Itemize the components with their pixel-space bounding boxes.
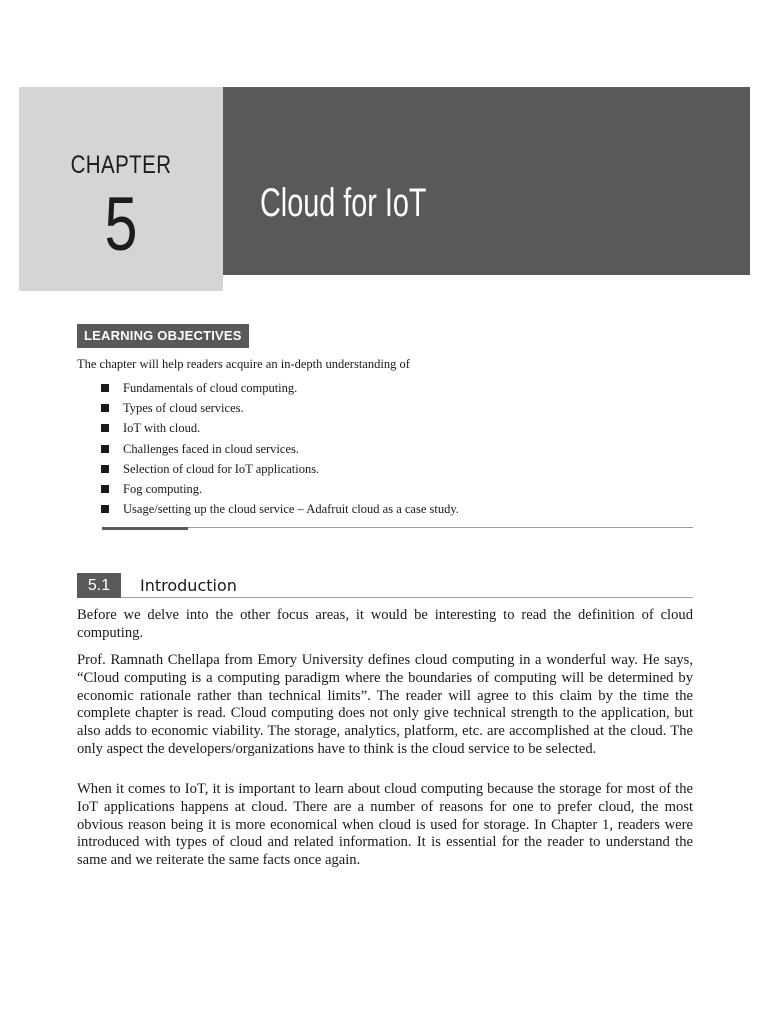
learning-objectives-heading: LEARNING OBJECTIVES: [77, 324, 249, 348]
list-item: [77, 398, 459, 418]
list-item-text: Challenges faced in cloud services.: [123, 441, 299, 456]
list-item: [77, 378, 459, 398]
square-bullet-icon: [101, 384, 109, 392]
objectives-divider-accent: [102, 527, 188, 530]
square-bullet-icon: [101, 465, 109, 473]
list-item: [77, 459, 459, 479]
square-bullet-icon: [101, 505, 109, 513]
body-paragraph: Before we delve into the other focus areas, it would be interesting to read the definition of cloud computing.: [77, 607, 693, 641]
learning-objectives-list: [77, 378, 459, 519]
list-item: [77, 499, 459, 519]
list-item-text: Fundamentals of cloud computing.: [123, 381, 298, 395]
square-bullet-icon: [101, 485, 109, 493]
section-number: 5.1: [77, 573, 121, 598]
body-paragraph: When it comes to IoT, it is important to learn about cloud computing because the storage for most of the IoT applications happens at cloud. There are a number of reasons for one to prefer cloud, the most obvious reason being it is more economical when cloud is used for storage. In Chapter 1, readers were introduced with types of cloud and related information. It is essential for the reader to understand the same and we reiterate the same facts once again.: [77, 781, 693, 869]
learning-objectives-intro: The chapter will help readers acquire an in-depth understanding of: [77, 357, 410, 371]
section-title: Introduction: [140, 576, 237, 595]
chapter-title: Cloud for IoT: [260, 181, 427, 225]
list-item-text: Usage/setting up the cloud service – Adafruit cloud as a case study.: [123, 502, 459, 517]
chapter-label-box: [19, 87, 223, 291]
chapter-label: CHAPTER: [70, 151, 172, 179]
list-item: [77, 439, 459, 459]
square-bullet-icon: [101, 445, 109, 453]
list-item: [77, 479, 459, 499]
list-item: [77, 418, 459, 438]
list-item-text: Selection of cloud for IoT applications.: [123, 461, 320, 476]
list-item-text: IoT with cloud.: [123, 421, 201, 436]
chapter-number: 5: [104, 182, 138, 267]
section-divider: [121, 597, 693, 598]
list-item-text: Types of cloud services.: [123, 401, 244, 416]
objectives-divider: [102, 527, 693, 528]
square-bullet-icon: [101, 424, 109, 432]
square-bullet-icon: [101, 404, 109, 412]
body-paragraph: Prof. Ramnath Chellapa from Emory University defines cloud computing in a wonderful way. He says, “Cloud computing is a computing paradigm where the boundaries of computing will be determined by economic rationale rather than technical limits”. The reader will agree to this claim by the time the complete chapter is read. Cloud computing does not only give technical strength to the application, but also adds to economic viability. The storage, analytics, platform, etc. are accomplished at the cloud. The only aspect the developers/organizations have to think is the cloud service to be selected.: [77, 652, 693, 757]
list-item-text: Fog computing.: [123, 481, 203, 496]
chapter-title-band: [223, 87, 750, 275]
